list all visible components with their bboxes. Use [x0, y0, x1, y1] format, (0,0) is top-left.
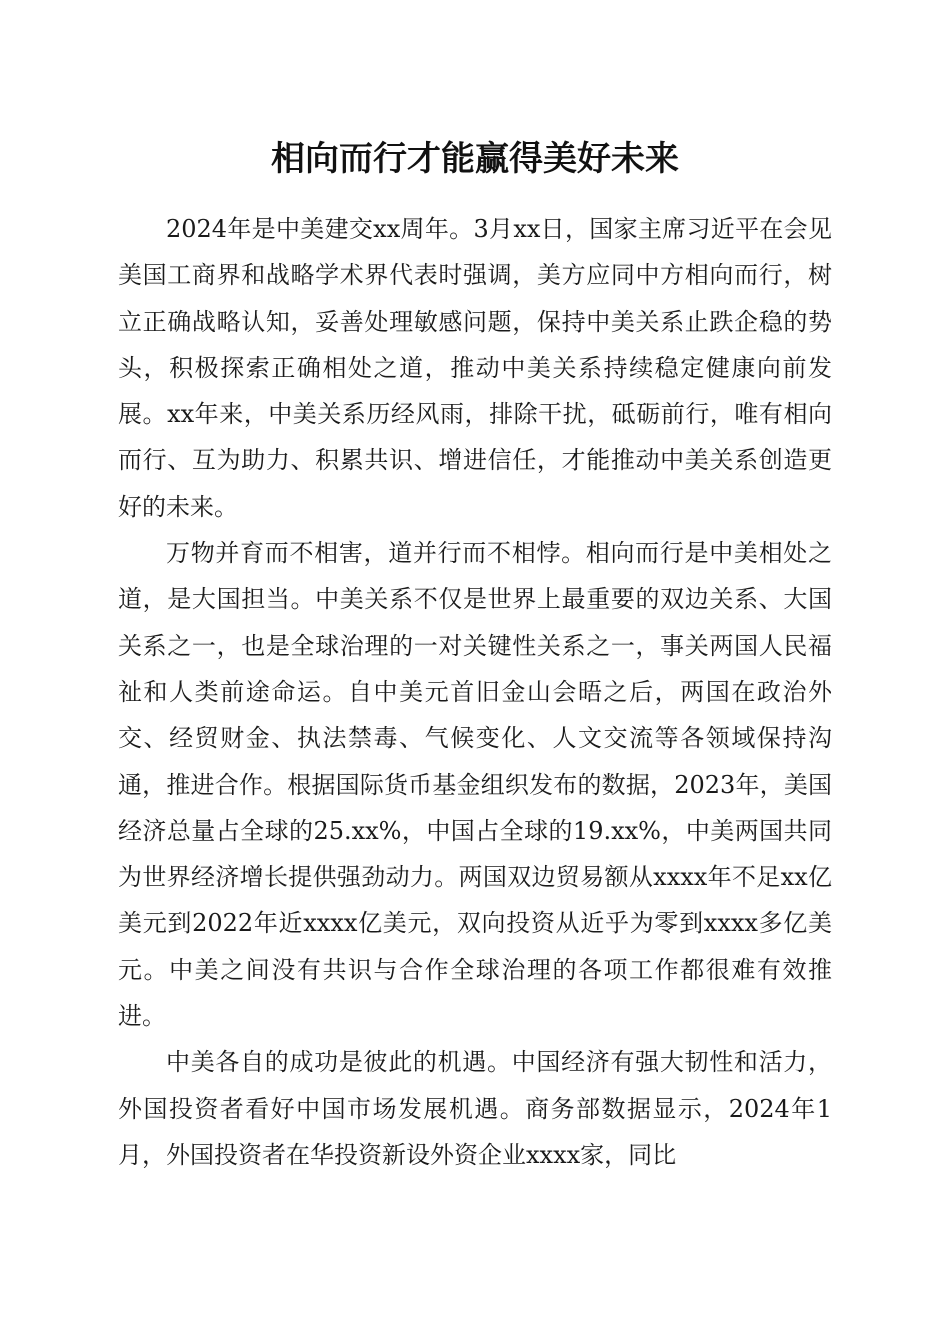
paragraph-2: 万物并育而不相害，道并行而不相悖。相向而行是中美相处之道，是大国担当。中美关系不仅是世界上最重要的双边关系、大国关系之一，也是全球治理的一对关键性关系之一，事关两国人民福祉和人类前途命运。自中美元首旧金山会晤之后，两国在政治外交、经贸财金、执法禁毒、气候变化、人文交流等各领域保持沟通，推进合作。根据国际货币基金组织发布的数据，2023年，美国经济总量占全球的25.xx%，中国占全球的19.xx%，中美两国共同为世界经济增长提供强劲动力。两国双边贸易额从xxxx年不足xx亿美元到2022年近xxxx亿美元，双向投资从近乎为零到xxxx多亿美元。中美之间没有共识与合作全球治理的各项工作都很难有效推进。	[118, 539, 832, 1031]
document-body	[118, 206, 832, 1178]
paragraph-1: 2024年是中美建交xx周年。3月xx日，国家主席习近平在会见美国工商界和战略学术界代表时强调，美方应同中方相向而行，树立正确战略认知，妥善处理敏感问题，保持中美关系止跌企稳的势头，积极探索正确相处之道，推动中美关系持续稳定健康向前发展。xx年来，中美关系历经风雨，排除干扰，砥砺前行，唯有相向而行、互为助力、积累共识、增进信任，才能推动中美关系创造更好的未来。	[118, 215, 832, 521]
document-title: 相向而行才能赢得美好未来	[271, 139, 679, 179]
paragraph-3: 中美各自的成功是彼此的机遇。中国经济有强大韧性和活力，外国投资者看好中国市场发展机遇。商务部数据显示，2024年1月，外国投资者在华投资新设外资企业xxxx家，同比	[118, 1048, 832, 1169]
